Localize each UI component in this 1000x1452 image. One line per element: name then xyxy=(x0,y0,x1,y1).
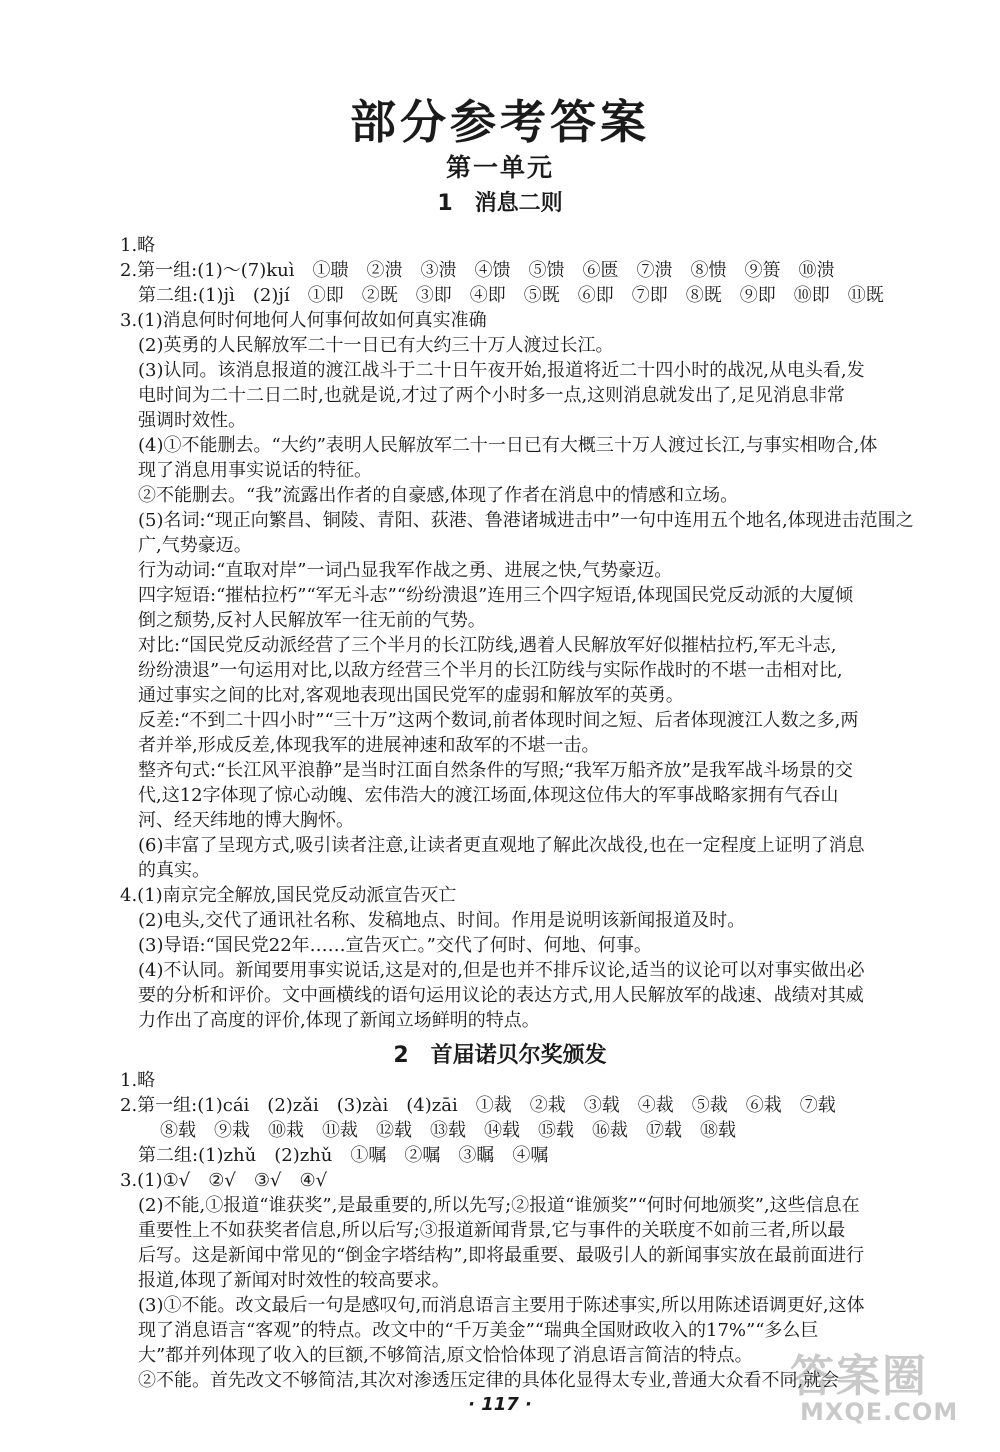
text-line: (4)不认同。新闻要用事实说话,这是对的,但是也并不排斥议论,适当的议论可以对事实做出必 xyxy=(138,960,865,981)
text-line: 现了消息语言“客观”的特点。改文中的“千万美金”“瑞典全国财政收入的17%”“多么巨 xyxy=(138,1320,819,1341)
page-title: 部分参考答案 xyxy=(350,95,650,149)
text-line: (6)丰富了呈现方式,吸引读者注意,让读者更直观地了解此次战役,也在一定程度上证明了消息 xyxy=(138,835,865,856)
text-line: ②不能删去。“我”流露出作者的自豪感,体现了作者在消息中的情感和立场。 xyxy=(138,485,739,506)
text-line: 后写。这是新闻中常见的“倒金字塔结构”,即将最重要、最吸引人的新闻事实放在最前面进行 xyxy=(138,1245,865,1266)
text-line: (3)导语:“国民党22年……宣告灭亡。”交代了何时、何地、何事。 xyxy=(138,935,652,956)
text-line: 1.略 xyxy=(120,235,156,256)
text-line: ②不能。首先改文不够简洁,其次对渗透压定律的具体化显得太专业,普通大众看不同,就会 xyxy=(138,1370,840,1391)
page-number: · 117 · xyxy=(468,1394,532,1415)
text-line: 重要性上不如获奖者信息,所以后写;③报道新闻背景,它与事件的关联度不如前三者,所以最 xyxy=(138,1220,846,1241)
text-line: 反差:“不到二十四小时”“三十万”这两个数词,前者体现时间之短、后者体现渡江人数之多,两 xyxy=(138,710,859,731)
text-line: (2)电头,交代了通讯社名称、发稿地点、时间。作用是说明该新闻报道及时。 xyxy=(138,910,746,931)
text-line: 报道,体现了新闻对时效性的较高要求。 xyxy=(138,1270,450,1291)
text-line: 四字短语:“摧枯拉朽”“军无斗志”“纷纷溃退”连用三个四字短语,体现国民党反动派的大厦倾 xyxy=(138,585,853,606)
lesson-2-heading: 2 首届诺贝尔奖颁发 xyxy=(393,1043,607,1068)
text-line: 3.(1)消息何时何地何人何事何故如何真实准确 xyxy=(120,310,487,331)
text-line: 河、经天纬地的博大胸怀。 xyxy=(138,810,354,831)
text-line: 行为动词:“直取对岸”一词凸显我军作战之勇、进展之快,气势豪迈。 xyxy=(138,560,673,581)
text-line: 倒之颓势,反衬人民解放军一往无前的气势。 xyxy=(138,610,486,631)
lesson-1-heading: 1 消息二则 xyxy=(437,191,563,216)
unit-heading: 第一单元 xyxy=(445,153,554,182)
text-line: 力作出了高度的评价,体现了新闻立场鲜明的特点。 xyxy=(138,1010,540,1031)
text-line: 要的分析和评价。文中画横线的语句运用议论的表达方式,用人民解放军的战速、战绩对其威 xyxy=(138,985,864,1006)
text-line: 4.(1)南京完全解放,国民党反动派宣告灭亡 xyxy=(120,885,457,906)
watermark-logo-text: 答案圈 xyxy=(790,1351,928,1402)
text-line: ⑧载 ⑨栽 ⑩栽 ⑪裁 ⑫载 ⑬载 ⑭载 ⑮载 ⑯裁 ⑰载 ⑱载 xyxy=(160,1120,736,1141)
text-line: 整齐句式:“长江风平浪静”是当时江面自然条件的写照;“我军万船齐放”是我军战斗场景的交 xyxy=(138,760,853,781)
text-line: 现了消息用事实说话的特征。 xyxy=(138,460,372,481)
text-line: (3)认同。该消息报道的渡江战斗于二十日午夜开始,报道将近二十四小时的战况,从电头看,发 xyxy=(138,360,865,381)
text-line: 电时间为二十二日二时,也就是说,才过了两个小时多一点,这则消息就发出了,足见消息非常 xyxy=(138,385,845,406)
text-line: (2)英勇的人民解放军二十一日已有大约三十万人渡过长江。 xyxy=(138,335,614,356)
text-line: 3.(1)①√ ②√ ③√ ④√ xyxy=(120,1170,328,1191)
text-line: 通过事实之间的比对,客观地表现出国民党军的虚弱和解放军的英勇。 xyxy=(138,685,684,706)
text-line: 代,这12字体现了惊心动魄、宏伟浩大的渡江场面,体现这位伟大的军事战略家拥有气吞山 xyxy=(138,785,839,806)
text-line: 2.第一组:(1)cái (2)zǎi (3)zài (4)zāi ①裁 ②栽 ③载 ④裁 ⑤裁 ⑥栽 ⑦载 xyxy=(120,1095,836,1116)
text-line: 2.第一组:(1)～(7)kuì ①聩 ②溃 ③溃 ④馈 ⑤馈 ⑥匮 ⑦溃 ⑧愦 ⑨篑 ⑩溃 xyxy=(120,260,835,281)
text-line: 第二组:(1)zhǔ (2)zhǔ ①嘱 ②嘱 ③瞩 ④嘱 xyxy=(138,1145,549,1166)
text-line: 者并举,形成反差,体现我军的进展神速和敌军的不堪一击。 xyxy=(138,735,600,756)
text-line: 广,气势豪迈。 xyxy=(138,535,252,556)
text-line: 的真实。 xyxy=(138,860,210,881)
text-line: 大”都并列体现了收入的巨额,不够简洁,原文恰恰体现了消息语言简洁的特点。 xyxy=(138,1345,753,1366)
text-line: 1.略 xyxy=(120,1070,156,1091)
text-line: (2)不能,①报道“谁获奖”,是最重要的,所以先写;②报道“谁颁奖”“何时何地颁奖”,这些信息在 xyxy=(138,1195,860,1216)
text-line: 对比:“国民党反动派经营了三个半月的长江防线,遇着人民解放军好似摧枯拉朽,军无斗志, xyxy=(138,635,837,656)
text-line: (4)①不能删去。“大约”表明人民解放军二十一日已有大概三十万人渡过长江,与事实相吻合,体 xyxy=(138,435,878,456)
text-line: 强调时效性。 xyxy=(138,410,246,431)
text-line: (3)①不能。改文最后一句是感叹句,而消息语言主要用于陈述事实,所以用陈述语调更好,这体 xyxy=(138,1295,865,1316)
text-line: 第二组:(1)jì (2)jí ①即 ②既 ③即 ④即 ⑤既 ⑥即 ⑦即 ⑧既 ⑨即 ⑩即 ⑪既 xyxy=(138,285,884,306)
text-line: 纷纷溃退”一句运用对比,以敌方经营三个半月的长江防线与实际作战时的不堪一击相对比, xyxy=(138,660,843,681)
watermark-url-text: MXQE.COM xyxy=(800,1398,959,1426)
text-line: (5)名词:“现正向繁昌、铜陵、青阳、荻港、鲁港诸城进击中”一句中连用五个地名,体现进击范围之 xyxy=(138,510,914,531)
watermark-logo xyxy=(780,1340,980,1436)
